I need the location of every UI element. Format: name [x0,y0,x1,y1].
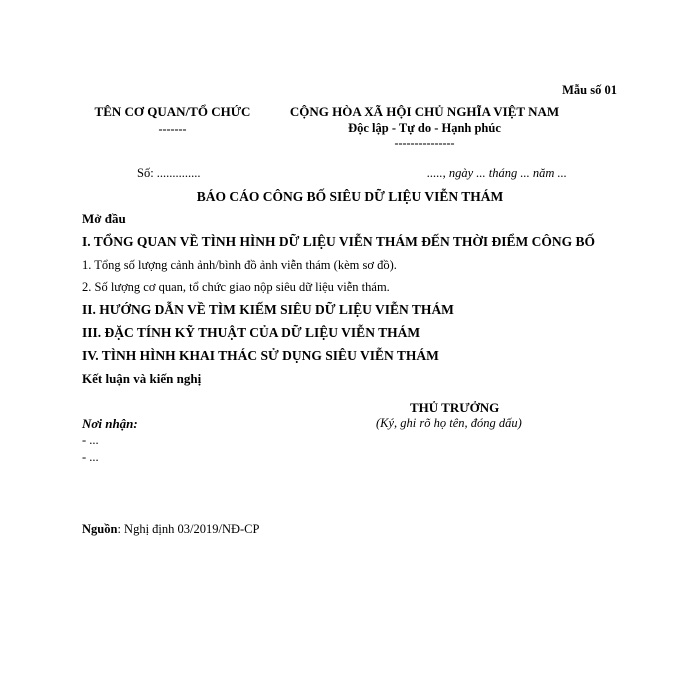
section-heading: II. HƯỚNG DẪN VỀ TÌM KIẾM SIÊU DỮ LIỆU VIỄN THÁM [82,302,454,317]
intro-heading: Mở đầu [82,211,126,226]
nation-motto: Độc lập - Tự do - Hạnh phúc [348,121,501,135]
report-title: BÁO CÁO CÔNG BỐ SIÊU DỮ LIỆU VIỄN THÁM [196,189,504,204]
organization-header [80,104,265,136]
section-heading: I. TỔNG QUAN VỀ TÌNH HÌNH DỮ LIỆU VIỄN THÁM ĐẾN THỜI ĐIỂM CÔNG BỐ [82,234,595,249]
national-header [272,104,577,149]
organization-name: TÊN CƠ QUAN/TỔ CHỨC [94,104,251,119]
conclusion-heading: Kết luận và kiến nghị [82,371,202,386]
recipients-label: Nơi nhận: [82,416,138,431]
source-label: Nguồn [82,522,118,536]
recipient-item: - ... [82,433,99,447]
document-number: Số: .............. [137,166,201,180]
nation-title: CỘNG HÒA XÃ HỘI CHỦ NGHĨA VIỆT NAM [289,104,560,119]
source-text: : Nghị định 03/2019/NĐ-CP [117,522,260,536]
nation-separator: --------------- [394,136,455,150]
place-date: ....., ngày ... tháng ... năm ... [427,166,567,180]
section-heading: IV. TÌNH HÌNH KHAI THÁC SỬ DỤNG SIÊU VIỄN THÁM [82,348,439,363]
source-line [82,522,259,537]
signature-note: (Ký, ghi rõ họ tên, đóng dấu) [376,416,522,430]
section-heading: III. ĐẶC TÍNH KỸ THUẬT CỦA DỮ LIỆU VIỄN THÁM [82,325,421,340]
form-number: Mẫu số 01 [562,83,617,97]
signature-title: THỦ TRƯỞNG [410,400,500,415]
recipient-item: - ... [82,450,99,464]
section-item: 1. Tổng số lượng cảnh ảnh/bình đồ ảnh viễn thám (kèm sơ đồ). [82,258,397,272]
organization-separator: ------- [158,122,187,136]
section-item: 2. Số lượng cơ quan, tổ chức giao nộp siêu dữ liệu viễn thám. [82,280,390,294]
